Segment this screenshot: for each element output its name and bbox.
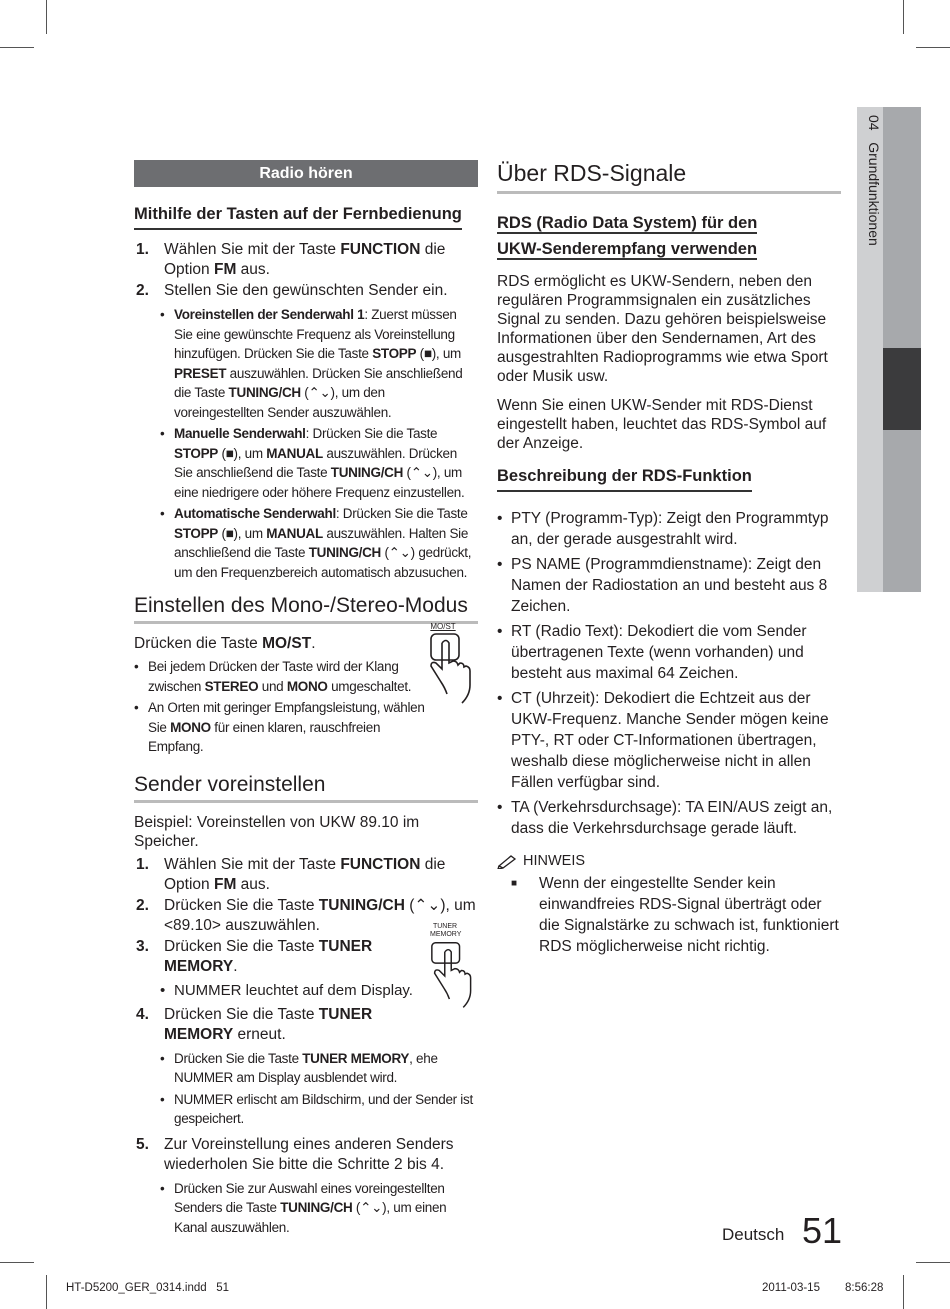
- preset-steps-cont: [134, 1005, 478, 1045]
- note-text: Wenn der eingestellte Sender kein einwandfreies RDS-Signal überträgt oder die Signalstärke zu schwach ist, funktioniert RDS möglicherweise nicht richtig.: [539, 875, 839, 955]
- preset-step-4: 4. Drücken Sie die Taste TUNER MEMORY erneut.: [136, 1005, 373, 1043]
- right-column: [497, 160, 841, 957]
- square-bullet-icon: ■: [511, 878, 518, 889]
- remote-subheading: Mithilfe der Tasten auf der Fernbedienung: [134, 205, 462, 230]
- radio-section-title: Radio hören: [134, 160, 478, 187]
- preset-example: Beispiel: Voreinstellen von UKW 89.10 im Speicher.: [134, 813, 420, 850]
- list-item: • Drücken Sie zur Auswahl eines voreingestellten Senders die Taste TUNING/CH (⌃⌄), um einen Kanal auszuwählen.: [160, 1180, 447, 1235]
- preset-step-5: 5. Zur Voreinstellung eines anderen Senders wiederholen Sie bitte die Schritte 2 bis 4.: [136, 1135, 454, 1173]
- list-item: • NUMMER erlischt am Bildschirm, und der Sender ist gespeichert.: [160, 1091, 473, 1126]
- print-time: 8:56:28: [845, 1282, 884, 1294]
- rds-paragraph-1: RDS ermöglicht es UKW-Sendern, neben den regulären Programmsignalen ein zusätzliches Signal zu senden. Dazu gehören beispielsweise Informationen über den Sendernamen, Art des ausgestrahlten Radioprogramms wie etwa Sport oder Musik usw.: [497, 273, 828, 385]
- rds-heading: Über RDS-Signale: [497, 160, 841, 194]
- chapter-label: [866, 115, 882, 246]
- preset-step-2: 2. Drücken Sie die Taste TUNING/CH (⌃⌄), um <89.10> auszuwählen.: [136, 896, 476, 934]
- list-item: • Voreinstellen der Senderwahl 1: Zuerst müssen Sie eine gewünschte Frequenz als Voreinstellung hinzufügen. Drücken Sie die Taste STOPP (■), um PRESET auszuwählen. Drücken Sie anschließend die Taste TUNING/CH (⌃⌄), um den voreingestellten Sender auszuwählen.: [160, 307, 463, 420]
- chapter-tab-marker: [883, 348, 921, 430]
- list-item: • PTY (Programm-Typ): Zeigt den Programmtyp an, der gerade ausgestrahlt wird.: [497, 510, 829, 548]
- list-item: • RT (Radio Text): Dekodiert die vom Sender übertragenen Texte (wenn vorhanden) und besteht aus maximal 64 Zeichen.: [497, 623, 807, 682]
- tuner-memory-button-illustration: [430, 923, 478, 1013]
- print-date: 2011-03-15: [762, 1282, 820, 1294]
- mo-st-button-illustration: [426, 622, 478, 708]
- radio-step-1: 1. Wählen Sie mit der Taste FUNCTION die Option FM aus.: [136, 241, 446, 278]
- list-item: • PS NAME (Programmdienstname): Zeigt den Namen der Radiostation an und besteht aus 8 Zeichen.: [497, 556, 828, 615]
- list-item: • An Orten mit geringer Empfangsleistung, wählen Sie MONO für einen klaren, rauschfreien Empfang.: [134, 700, 425, 754]
- memory-label: MEMORY: [430, 930, 462, 938]
- page-number: 51: [802, 1210, 843, 1251]
- note-header: [497, 853, 841, 869]
- preset-step4-bullets: [160, 1049, 478, 1129]
- preset-step5-bullets: [160, 1179, 478, 1238]
- mono-stereo-heading: Einstellen des Mono-/Stereo-Modus: [134, 594, 478, 624]
- mono-press-text: Drücken die Taste MO/ST.: [134, 635, 316, 652]
- preset-steps-cont2: [134, 1135, 478, 1175]
- preset-steps: [134, 855, 478, 977]
- list-item: • Bei jedem Drücken der Taste wird der Klang zwischen STEREO und MONO umgeschaltet.: [134, 659, 412, 694]
- chapter-title: Grundfunktionen: [866, 142, 882, 246]
- rds-subheading-line1: RDS (Radio Data System) für den: [497, 214, 758, 232]
- pressing-hand-icon: [426, 631, 478, 707]
- note-item: [497, 873, 841, 957]
- preset-heading: Sender voreinstellen: [134, 773, 478, 803]
- radio-step-2: 2. Stellen Sie den gewünschten Sender ein.: [136, 282, 448, 299]
- list-item: • NUMMER leuchtet auf dem Display.: [160, 981, 413, 999]
- rds-function-subheading: Beschreibung der RDS-Funktion: [497, 467, 752, 492]
- list-item: • CT (Uhrzeit): Dekodiert die Echtzeit aus der UKW-Frequenz. Manche Sender mögen keine PTY-, RT oder CT-Informationen übertragen, weshalb diese möglicherweise nicht in allen Fällen verfügbar sind.: [497, 690, 829, 791]
- rds-paragraph-2: Wenn Sie einen UKW-Sender mit RDS-Dienst eingestellt haben, leuchtet das RDS-Symbol auf der Anzeige.: [497, 397, 827, 452]
- radio-steps: [134, 240, 478, 301]
- preset-step-3: 3. Drücken Sie die Taste TUNER MEMORY.: [136, 937, 373, 975]
- rds-function-list: [497, 508, 841, 839]
- list-item: • Drücken Sie die Taste TUNER MEMORY, ehe NUMMER am Display ausblendet wird.: [160, 1050, 438, 1085]
- pencil-icon: [497, 853, 519, 869]
- tuner-label: TUNER: [432, 922, 458, 930]
- file-slug: HT-D5200_GER_0314.indd 51: [66, 1282, 230, 1294]
- pressing-hand-icon: [430, 939, 478, 1013]
- list-item: • TA (Verkehrsdurchsage): TA EIN/AUS zeigt an, dass die Verkehrsdurchsage gerade läuft.: [497, 799, 833, 837]
- mo-st-button-label: MO/ST: [430, 622, 456, 631]
- chapter-number: 04: [866, 115, 882, 131]
- preset-step-1: 1. Wählen Sie mit der Taste FUNCTION die Option FM aus.: [136, 855, 446, 893]
- note-label: HINWEIS: [523, 853, 586, 869]
- rds-subheading-line2: UKW-Senderempfang verwenden: [497, 240, 758, 258]
- mono-bullets: [134, 657, 434, 757]
- list-item: • Manuelle Senderwahl: Drücken Sie die Taste STOPP (■), um MANUAL auszuwählen. Drücken Sie anschließend die Taste TUNING/CH (⌃⌄), um eine niedrigere oder höhere Frequenz einzustellen.: [160, 426, 465, 500]
- list-item: • Automatische Senderwahl: Drücken Sie die Taste STOPP (■), um MANUAL auszuwählen. Halten Sie anschließend die Taste TUNING/CH (⌃⌄) gedrückt, um den Frequenzbereich automatisch abzusuchen.: [160, 506, 472, 580]
- rds-subheading: [497, 210, 841, 262]
- footer-language: Deutsch: [722, 1225, 785, 1244]
- radio-bullets: [160, 305, 478, 582]
- left-column: [134, 160, 478, 1243]
